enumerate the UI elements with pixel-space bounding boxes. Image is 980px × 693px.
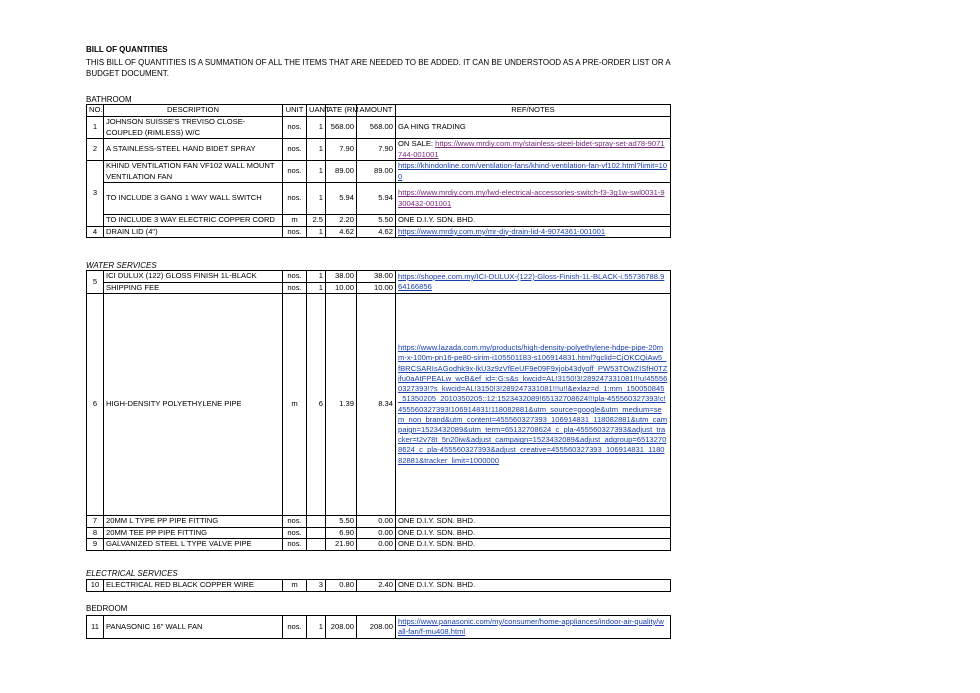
row-amount: 0.00 [357, 539, 396, 551]
row-description: DRAIN LID (4") [104, 226, 283, 238]
row-description: GALVANIZED STEEL L TYPE VALVE PIPE [104, 539, 283, 551]
row-ref [396, 226, 671, 238]
row-amount: 0.00 [357, 527, 396, 539]
row-amount: 38.00 [357, 271, 396, 283]
row-unit: nos. [283, 282, 307, 294]
row-qty: 1 [307, 616, 326, 639]
row-no: 11 [87, 616, 104, 639]
row-no [87, 161, 104, 227]
ref-link[interactable]: https://khindonline.com/ventilation-fans/khind-ventilation-fan-vf102.html?limit=100 [398, 161, 668, 181]
row-amount: 5.94 [357, 183, 396, 215]
row-unit: nos. [283, 271, 307, 283]
row-rate: 4.62 [326, 226, 357, 238]
row-unit: nos. [283, 539, 307, 551]
row-description: 20MM TEE PP PIPE FITTING [104, 527, 283, 539]
table-row [87, 616, 671, 639]
row-rate: 89.00 [326, 161, 357, 183]
section-title-electrical: ELECTRICAL SERVICES [86, 569, 178, 578]
table-row [87, 580, 671, 592]
row-amount: 5.50 [357, 215, 396, 227]
row-description: ELECTRICAL RED BLACK COPPER WIRE [104, 580, 283, 592]
section-title-bathroom: BATHROOM [86, 95, 132, 104]
row-ref: ONE D.I.Y. SDN. BHD. [396, 215, 671, 227]
row-unit: nos. [283, 616, 307, 639]
ref-link[interactable]: https://shopee.com.my/ICI-DULUX-(122)-Gloss-Finish-1L-BLACK-i.55736788.964166856 [398, 271, 665, 291]
row-no: 9 [87, 539, 104, 551]
row-amount: 0.00 [357, 516, 396, 528]
row-qty: 3 [307, 580, 326, 592]
row-description: JOHNSON SUISSE'S TREVISO CLOSE-COUPLED (RIMLESS) W/C [104, 117, 283, 139]
electrical-services-table [86, 579, 671, 592]
row-qty: 2.5 [307, 215, 326, 227]
row-description: A STAINLESS-STEEL HAND BIDET SPRAY [104, 139, 283, 161]
table-row [87, 516, 671, 528]
table-row [87, 226, 671, 238]
row-unit: nos. [283, 516, 307, 528]
row-unit: nos. [283, 226, 307, 238]
row-rate: 10.00 [326, 282, 357, 294]
row-rate: 5.50 [326, 516, 357, 528]
row-no: 8 [87, 527, 104, 539]
section-title-water: WATER SERVICES [86, 261, 157, 270]
row-description: 20MM L TYPE PP PIPE FITTING [104, 516, 283, 528]
row-qty: 1 [307, 226, 326, 238]
row-qty: 1 [307, 271, 326, 283]
row-amount: 208.00 [357, 616, 396, 639]
row-no: 10 [87, 580, 104, 592]
row-ref [396, 271, 671, 294]
row-unit: nos. [283, 183, 307, 215]
bathroom-table [86, 104, 671, 238]
row-amount: 568.00 [357, 117, 396, 139]
row-unit: m [283, 294, 307, 516]
row-description: SHIPPING FEE [104, 282, 283, 294]
table-header-row [87, 105, 671, 117]
row-qty [307, 539, 326, 551]
row-unit: m [283, 215, 307, 227]
row-no: 1 [87, 117, 104, 139]
row-rate: 5.94 [326, 183, 357, 215]
row-rate: 6.90 [326, 527, 357, 539]
row-description: KHIND VENTILATION FAN VF102 WALL MOUNT VENTILATION FAN [104, 161, 283, 183]
header-unit: UNIT [283, 105, 307, 117]
document-title: BILL OF QUANTITIES [86, 45, 168, 54]
row-ref [396, 139, 671, 161]
water-services-table [86, 270, 671, 551]
table-row [87, 183, 671, 215]
row-rate: 0.80 [326, 580, 357, 592]
row-qty: 1 [307, 183, 326, 215]
table-row [87, 139, 671, 161]
row-ref: ONE D.I.Y. SDN. BHD. [396, 527, 671, 539]
row-ref: ONE D.I.Y. SDN. BHD. [396, 539, 671, 551]
table-row [87, 294, 671, 516]
row-ref [396, 294, 671, 516]
header-qty: UANT [307, 105, 326, 117]
row-no: 4 [87, 226, 104, 238]
row-amount: 2.40 [357, 580, 396, 592]
row-ref [396, 183, 671, 215]
header-rate: ATE (RM [326, 105, 357, 117]
ref-link[interactable]: https://www.mrdiy.com.my/mr-diy-drain-lid-4-9074361-001001 [398, 226, 606, 236]
row-description: ICI DULUX (122) GLOSS FINISH 1L-BLACK [104, 271, 283, 283]
table-row [87, 527, 671, 539]
row-no [87, 271, 104, 294]
row-no: 6 [87, 294, 104, 516]
row-description: PANASONIC 16" WALL FAN [104, 616, 283, 639]
row-no: 2 [87, 139, 104, 161]
row-amount: 10.00 [357, 282, 396, 294]
row-no-value: 3 [92, 188, 98, 197]
row-qty [307, 527, 326, 539]
table-row [87, 161, 671, 183]
header-ref: REF/NOTES [396, 105, 671, 117]
row-ref: ONE D.I.Y. SDN. BHD. [396, 580, 671, 592]
row-unit: nos. [283, 139, 307, 161]
row-amount: 4.62 [357, 226, 396, 238]
row-unit: nos. [283, 161, 307, 183]
row-description: TO INCLUDE 3 WAY ELECTRIC COPPER CORD [104, 215, 283, 227]
row-unit: nos. [283, 527, 307, 539]
ref-link[interactable]: https://www.lazada.com.my/products/high-density-polyethylene-hdpe-pipe-20mm-x-100m-pn16-pe80-sirim-i105501183-s106914831.html?gclid=CjOKCQiAw5_fBRCSARIsAGodhk9x-lkU3z9zVfEeUF9e09F9xjob43dyoff_PW53TOwZISfH0TZifu0aAtFPEALw_wcB&ef_id=:G:s&s_kwcid=AL!3150!3!289247331081!!!u!455560327393!?s_kwcid=AL!3150!3!289247331081!!!u!!&exlaz=d_1:mm_150050845_51350205_2010350205::12:1523432089!65132708624!!!pla-455560327393!c!455560327393!106914831!118082881&utm_source=google&utm_medium=sem_non_brand&utm_content=455560327393_106914831_118082881&utm_campaign=1523432089&utm_term=65132708624_c_pla-455560327393&adjust_tracker=t2v78t_5n20iw&adjust_campaign=1523432089&adjust_adgroup=65132708624_c_pla-455560327393&adjust_creative=455560327393_106914831_118082881&tracker_limit=1000000 [398, 343, 668, 465]
row-rate: 208.00 [326, 616, 357, 639]
row-amount: 89.00 [357, 161, 396, 183]
row-qty [307, 516, 326, 528]
row-rate: 21.90 [326, 539, 357, 551]
row-qty: 1 [307, 161, 326, 183]
ref-prefix: ON SALE: [398, 139, 436, 149]
ref-link[interactable]: https://www.panasonic.com/my/consumer/home-appliances/indoor-air-quality/wall-fan/f-mu408.html [398, 616, 664, 636]
row-rate: 38.00 [326, 271, 357, 283]
table-row [87, 117, 671, 139]
row-no: 7 [87, 516, 104, 528]
row-rate: 2.20 [326, 215, 357, 227]
row-ref [396, 616, 671, 639]
ref-link[interactable]: https://www.mrdiy.com.my/lwd-electrical-accessories-switch-f3-3g1w-swl0031-9300432-001001 [398, 188, 665, 208]
row-no-value: 5 [92, 276, 98, 286]
row-rate: 1.39 [326, 294, 357, 516]
row-qty: 1 [307, 139, 326, 161]
row-qty: 6 [307, 294, 326, 516]
row-unit: m [283, 580, 307, 592]
intro-paragraph: THIS BILL OF QUANTITIES IS A SUMMATION OF ALL THE ITEMS THAT ARE NEEDED TO BE ADDED. IT CAN BE UNDERSTOOD AS A PRE-ORDER LIST OR A BUDGET DOCUMENT. [86, 58, 671, 78]
row-rate: 568.00 [326, 117, 357, 139]
table-row [87, 539, 671, 551]
bedroom-table [86, 615, 671, 639]
row-unit: nos. [283, 117, 307, 139]
header-amount: AMOUNT [357, 105, 396, 117]
row-description: HIGH-DENSITY POLYETHYLENE PIPE [104, 294, 283, 516]
row-qty: 1 [307, 117, 326, 139]
row-ref: GA HING TRADING [396, 117, 671, 139]
row-amount: 8.34 [357, 294, 396, 516]
header-no: NO. [87, 105, 104, 117]
row-ref: ONE D.I.Y. SDN. BHD. [396, 516, 671, 528]
section-title-bedroom: BEDROOM [86, 604, 128, 613]
table-row [87, 215, 671, 227]
table-row [87, 271, 671, 283]
header-description: DESCRIPTION [104, 105, 283, 117]
row-rate: 7.90 [326, 139, 357, 161]
row-qty: 1 [307, 282, 326, 294]
row-ref [396, 161, 671, 183]
row-description: TO INCLUDE 3 GANG 1 WAY WALL SWITCH [104, 183, 283, 215]
row-amount: 7.90 [357, 139, 396, 161]
ref-link[interactable]: https://www.mrdiy.com.my/stainless-steel-bidet-spray-set-ad78-9071744-001001 [398, 139, 665, 159]
